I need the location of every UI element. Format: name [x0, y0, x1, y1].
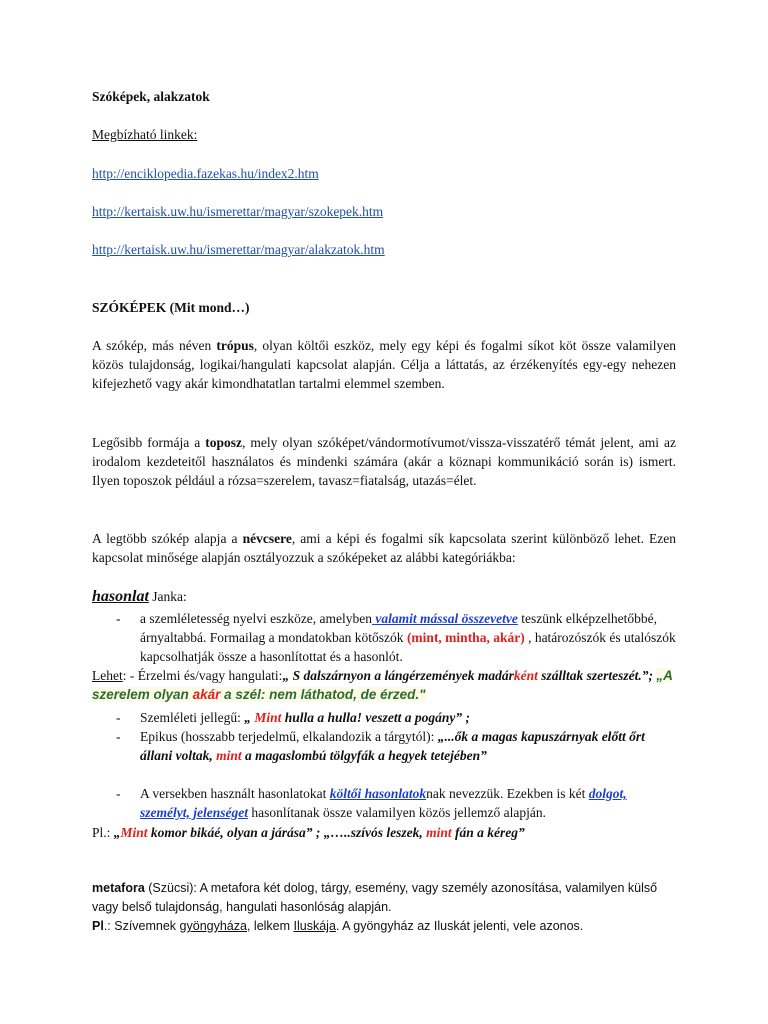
hasonlat-heading: hasonlat Janka: — [92, 588, 187, 605]
links-label: Megbízható linkek: — [92, 127, 198, 142]
paragraph-nevcsere: A legtöbb szókép alapja a névcsere, ami a képi és fogalmi sík kapcsolata szerint különböző lehet. Ezen kapcsolat minősége alapján osztályozzuk a szóképeket az alábbi kategóriákba: — [92, 531, 676, 565]
link-szokepek[interactable]: http://kertaisk.uw.hu/ismerettar/magyar/szokepek.htm — [92, 204, 384, 219]
quote-szerelem: „A szerelem olyan akár a szél: nem láthatod, de érzed." — [92, 668, 673, 702]
section-heading: SZÓKÉPEK (Mit mond…) — [92, 300, 250, 315]
metafora-pelda: Pl.: Szívemnek gyöngyháza, lelkem Iluskája. A gyöngyház az Iluskát jelenti, vele azonos. — [92, 919, 584, 933]
hasonlat-bullet-1: - a szemléletesség nyelvi eszköze, amelyben valamit mással összevetve teszünk elképzelhetőbbé, árnyaltabbá. Formailag a mondatokban kötőszók (mint, mintha, akár) , határozószók és utalószók kapcsolhatják össze a hasonlítottat és a hasonlót. — [116, 611, 676, 664]
link-alakzatok[interactable]: http://kertaisk.uw.hu/ismerettar/magyar/alakzatok.htm — [92, 242, 385, 257]
link-enciklopedia[interactable]: http://enciklopedia.fazekas.hu/index2.htm — [92, 166, 319, 181]
metafora-term: metafora — [92, 881, 145, 895]
hasonlat-lehet: Lehet: - Érzelmi és/vagy hangulati:„ S dalszárnyon a lángérzemények madárként szálltak szerteszét.”; „A szerelem olyan akár a szél: nem láthatod, de érzed." — [92, 668, 673, 702]
page-title: Szóképek, alakzatok — [92, 89, 210, 104]
paragraph-toposz: Legősibb formája a toposz, mely olyan szóképet/vándormotívumot/vissza-visszatérő témát jelent, ami az irodalom kezdeteitől használatos és mindenki számára (akár a köznapi kommunikáció során is) ismert. Ilyen toposzok például a rózsa=szerelem, tavasz=fiatalság, utazás=élet. — [92, 435, 676, 488]
paragraph-tropus: A szókép, más néven trópus, olyan költői eszköz, mely egy képi és fogalmi síkot köt össze valamilyen közös tulajdonság, logikai/hangulati kapcsolat alapján. Célja a láttatás, az érzékenyítés egy-egy nehezen kifejezhető vagy akár kimondhatatlan tartalmi elemmel szemben. — [92, 338, 676, 391]
hasonlat-bullet-3: - Epikus (hosszabb terjedelmű, elkalandozik a tárgytól): „...ők a magas kapuszárnyak előtt őrt állani voltak, mint a magaslombú tölgyfák a hegyek tetejében” — [116, 729, 645, 763]
hasonlat-term: hasonlat — [92, 588, 149, 605]
hasonlat-bullet-2: - Szemléleti jellegű: „ Mint hulla a hulla! veszett a pogány” ; — [116, 710, 471, 725]
hasonlat-pelda: Pl.: „Mint komor bikáé, olyan a járása” ; „…..szívós leszek, mint fán a kéreg” — [92, 825, 525, 840]
hasonlat-bullet-4: - A versekben használt hasonlatokat költői hasonlatoknak nevezzük. Ezekben is két dolgot, személyt, jelenséget hasonlítanak össze valamilyen közös jellemző alapján. — [116, 786, 627, 820]
metafora-paragraph: metafora (Szücsi): A metafora két dolog, tárgy, esemény, vagy személy azonosítása, valamilyen külső vagy belső tulajdonság, hangulati hasonlóság alapján. — [92, 881, 658, 914]
